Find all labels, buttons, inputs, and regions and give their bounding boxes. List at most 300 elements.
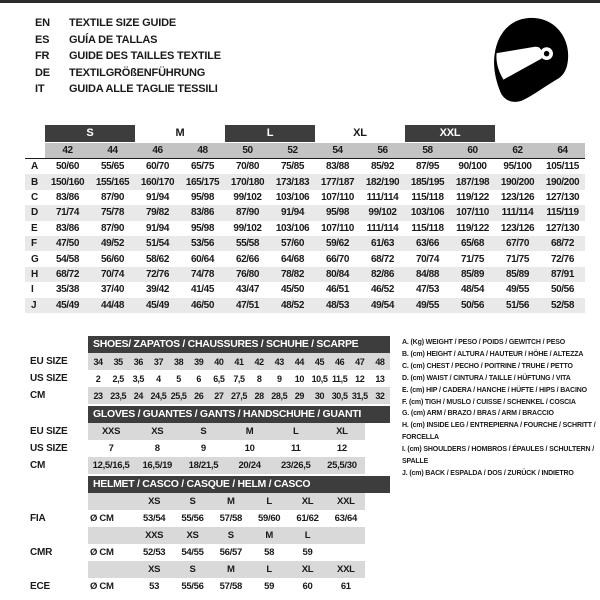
textile-cell: 49/54 [370, 299, 395, 311]
cell: 44 [294, 356, 304, 367]
textile-cell: 190/200 [545, 176, 580, 188]
row-letter: C [31, 191, 38, 203]
textile-cell: 49/55 [415, 299, 440, 311]
shoes-row [25, 370, 390, 387]
numeric-size: 60 [467, 145, 478, 156]
textile-cell: 155/165 [95, 176, 130, 188]
legend-item: I. (cm) SHOULDERS / HOMBROS / ÉPAULES / SCHULTERN / SPALLE [402, 446, 594, 466]
gloves-table-title: GLOVES / GUANTES / GANTS / HANDSCHUHE / GUANTI [88, 406, 390, 423]
textile-cell: 41/45 [190, 284, 215, 296]
helmet-size-row [25, 561, 365, 578]
numeric-size: 42 [62, 145, 73, 156]
helmet-value-cell: 59 [264, 581, 275, 592]
helmet-value-cell: 61 [340, 581, 351, 592]
textile-row-F [25, 236, 585, 251]
helmet-value-cell: 55/56 [181, 513, 204, 524]
numeric-size: 46 [152, 145, 163, 156]
textile-cell: 83/88 [325, 161, 350, 173]
textile-cell: 72/76 [145, 268, 170, 280]
helmet-size-cell: XS [186, 530, 199, 541]
textile-cell: 39/42 [145, 284, 170, 296]
cell: M [245, 426, 254, 437]
gloves-row [25, 423, 365, 440]
cell: 23,5 [110, 390, 127, 401]
textile-cell: 111/114 [501, 207, 534, 219]
textile-cell: 57/60 [280, 238, 305, 250]
cell: 46 [335, 356, 345, 367]
textile-cell: 55/58 [235, 238, 260, 250]
cell: 9 [276, 373, 282, 384]
helmet-value-row-ECE [25, 578, 365, 595]
textile-cell: 87/90 [235, 207, 260, 219]
textile-row-D [25, 205, 585, 220]
helmet-table-header [25, 476, 390, 493]
row-label: CMR [30, 547, 53, 558]
cell: 3,5 [132, 373, 144, 384]
textile-cell: 60/64 [190, 253, 215, 265]
cell: 35 [113, 356, 123, 367]
cell: XL [336, 426, 348, 437]
textile-cell: 48/54 [460, 284, 485, 296]
cell: 2 [95, 373, 101, 384]
textile-cell: 49/52 [100, 238, 125, 250]
textile-cell: 75/85 [280, 161, 305, 173]
cell: 28 [254, 390, 264, 401]
textile-cell: 115/118 [411, 222, 444, 234]
language-code: EN [35, 17, 50, 29]
language-list [35, 15, 221, 98]
row-label: FIA [30, 513, 46, 524]
textile-cell: 47/51 [235, 299, 260, 311]
helmet-value-cell: 61/62 [296, 513, 319, 524]
textile-cell: 49/55 [505, 284, 530, 296]
helmet-value-cell: 55/56 [181, 581, 204, 592]
shoes-table-title: SHOES/ ZAPATOS / CHAUSSURES / SCHUHE / SCARPE [88, 336, 390, 353]
shoes-row [25, 353, 390, 370]
textile-cell: 45/50 [280, 284, 305, 296]
language-title: GUIDE DES TAILLES TEXTILE [69, 50, 221, 62]
helmet-value-cell: 60 [302, 581, 313, 592]
legend-item: D. (cm) WAIST / CINTURA / TAILLE / HÜFTUNG / VITA [402, 374, 571, 382]
textile-cell: 91/94 [145, 191, 170, 203]
cell: 8 [154, 443, 160, 454]
size-group-M: M [175, 127, 185, 139]
row-letter: G [31, 253, 39, 265]
row-label: ECE [30, 581, 50, 592]
row-letter: E [31, 222, 38, 234]
textile-cell: 50/60 [55, 161, 80, 173]
shoes-table [25, 336, 390, 404]
textile-cell: 53/56 [190, 238, 215, 250]
textile-cell: 71/74 [55, 207, 80, 219]
cell: 32 [375, 390, 385, 401]
row-label: US SIZE [30, 443, 68, 454]
helmet-rows [25, 493, 390, 595]
cell: 27,5 [231, 390, 247, 401]
textile-cell: 115/118 [411, 191, 444, 203]
textile-cell: 99/102 [368, 207, 397, 219]
helmet-value-row-CMR [25, 544, 365, 561]
textile-cell: 107/110 [321, 222, 354, 234]
helmet-size-cell: XXL [337, 564, 355, 575]
size-group-blank [25, 125, 45, 142]
textile-cell: 46/51 [325, 284, 350, 296]
size-group-S: S [45, 125, 135, 142]
legend-item: F. (cm) TIGH / MUSLO / CUISSE / SCHENKEL / COSCIA [402, 398, 576, 406]
textile-cell: 91/94 [145, 222, 170, 234]
textile-size-table [25, 125, 585, 313]
racing-helmet-icon [478, 11, 576, 109]
row-label: EU SIZE [30, 356, 68, 367]
cell: 42 [254, 356, 264, 367]
helmet-value-cell: 57/58 [219, 581, 242, 592]
textile-row-E [25, 221, 585, 236]
textile-cell: 99/102 [233, 191, 262, 203]
cell: 27 [214, 390, 224, 401]
numeric-size: 44 [107, 145, 118, 156]
cell: 18/21,5 [188, 460, 219, 471]
textile-cell: 95/98 [190, 191, 215, 203]
cell: 10 [244, 443, 255, 454]
helmet-size-row [25, 527, 365, 544]
legend-item: B. (cm) HEIGHT / ALTURA / HAUTEUR / HÖHE / ALTEZZA [402, 350, 584, 358]
helmet-value-cell: 54/55 [181, 547, 204, 558]
textile-cell: 87/90 [100, 222, 125, 234]
language-title: GUIDA ALLE TAGLIE TESSILI [69, 83, 218, 95]
cell: 25,5/30 [327, 460, 357, 471]
shoes-rows [25, 353, 390, 404]
language-row [35, 81, 221, 98]
language-row [35, 48, 221, 65]
helmet-size-cell: XXL [337, 496, 355, 507]
textile-cell: 78/82 [280, 268, 305, 280]
cell: 12 [336, 443, 347, 454]
helmet-size-row [25, 493, 365, 510]
textile-cell: 123/126 [500, 222, 535, 234]
textile-cell: 68/72 [370, 253, 395, 265]
textile-cell: 182/190 [365, 176, 400, 188]
helmet-size-cell: S [227, 530, 234, 541]
textile-cell: 58/62 [145, 253, 170, 265]
cell: 47 [355, 356, 365, 367]
size-group-XL: XL [353, 127, 367, 139]
helmet-size-cell: XL [301, 496, 314, 507]
numeric-size: 64 [557, 145, 568, 156]
numeric-size: 58 [422, 145, 433, 156]
language-title: TEXTILE SIZE GUIDE [69, 17, 177, 29]
textile-cell: 83/86 [55, 222, 80, 234]
measurement-legend [402, 337, 600, 480]
legend-item: G. (cm) ARM / BRAZO / BRAS / ARM / BRACCIO [402, 410, 554, 418]
textile-cell: 160/170 [140, 176, 175, 188]
legend-item: H. (cm) INSIDE LEG / ENTREPIERNA / FOURCHE / SCHRITT / FORCELLA [402, 422, 596, 442]
helmet-value-cell: 53/54 [143, 513, 166, 524]
textile-cell: 46/50 [190, 299, 215, 311]
cell: 45 [314, 356, 325, 367]
textile-cell: 173/183 [275, 176, 310, 188]
textile-cell: 123/126 [500, 191, 535, 203]
row-letter: B [31, 176, 38, 188]
textile-cell: 99/102 [233, 222, 262, 234]
textile-cell: 83/86 [190, 207, 215, 219]
row-letter: I [31, 284, 34, 296]
gloves-table-header [25, 406, 390, 423]
shoes-row [25, 387, 390, 404]
textile-row-C [25, 190, 585, 205]
textile-cell: 48/53 [325, 299, 350, 311]
cell: 24 [133, 390, 143, 401]
cell: 12 [355, 373, 365, 384]
cell: 28,5 [271, 390, 288, 401]
textile-cell: 91/94 [280, 207, 305, 219]
cell: 41 [234, 356, 244, 367]
textile-cell: 87/95 [415, 161, 440, 173]
cell: 6 [196, 373, 202, 384]
row-label: CM [30, 390, 46, 401]
unit-cell: Ø CM [90, 547, 114, 558]
textile-cell: 45/49 [55, 299, 80, 311]
cell: 6,5 [213, 373, 225, 384]
cell: 43 [274, 356, 284, 367]
textile-cell: 103/106 [275, 222, 310, 234]
textile-cell: 51/56 [505, 299, 530, 311]
textile-cell: 103/106 [410, 207, 445, 219]
textile-cell: 107/110 [456, 207, 489, 219]
textile-cell: 83/86 [55, 191, 80, 203]
textile-cell: 90/100 [458, 161, 487, 173]
textile-cell: 70/74 [415, 253, 440, 265]
textile-cell: 43/47 [235, 284, 260, 296]
textile-row-J [25, 298, 585, 313]
cell: S [200, 426, 207, 437]
helmet-size-cell: XL [301, 564, 314, 575]
cell: 7 [108, 443, 114, 454]
helmet-size-cell: L [266, 564, 272, 575]
helmet-value-cell: 56/57 [219, 547, 242, 558]
cell: 34 [93, 356, 103, 367]
textile-cell: 65/75 [190, 161, 215, 173]
helmet-size-cell: S [189, 496, 196, 507]
textile-cell: 61/63 [370, 238, 395, 250]
helmet-size-cell: L [304, 530, 311, 541]
cell: 23 [93, 390, 103, 401]
legend-item: A. (Kg) WEIGHT / PESO / POIDS / GEWITCH / PESO [402, 339, 566, 346]
helmet-size-cell: XS [148, 496, 161, 507]
language-title: TEXTILGRÖßENFÜHRUNG [69, 66, 206, 79]
textile-cell: 46/52 [370, 284, 395, 296]
textile-cell: 35/38 [55, 284, 80, 296]
cell: 2,5 [112, 373, 124, 384]
textile-cell: 165/175 [185, 176, 220, 188]
numeric-size: 62 [512, 145, 523, 156]
row-letter: A [31, 161, 38, 173]
cell: 10 [294, 373, 304, 384]
cell: 20/24 [238, 460, 261, 471]
helmet-size-cell: L [266, 496, 272, 507]
helmet-header-spacer [25, 476, 88, 493]
cell: 10,5 [311, 373, 328, 384]
textile-cell: 55/65 [100, 161, 125, 173]
cell: 24,5 [150, 390, 167, 401]
textile-cell: 62/66 [235, 253, 260, 265]
textile-cell: 47/53 [415, 284, 440, 296]
size-group-L: L [225, 125, 315, 142]
textile-cell: 50/56 [550, 284, 575, 296]
textile-cell: 87/91 [550, 268, 575, 280]
cell: 38 [173, 356, 184, 367]
numeric-size: 54 [332, 145, 343, 156]
cell: 29 [294, 390, 304, 401]
row-label: CM [30, 460, 46, 471]
language-code: IT [35, 83, 45, 95]
legend-item: C. (cm) CHEST / PECHO / POITRINE / TRUHE / PETTO [402, 362, 573, 370]
cell: 11 [291, 443, 301, 454]
textile-cell: 111/114 [366, 191, 399, 203]
helmet-table-title: HELMET / CASCO / CASQUE / HELM / CASCO [88, 476, 390, 493]
row-letter: D [31, 207, 38, 219]
helmet-value-cell: 53 [149, 581, 160, 592]
cell: 30 [314, 390, 325, 401]
helmet-size-cell: XXS [145, 530, 164, 541]
gloves-table [25, 406, 390, 474]
helmet-value-cell: 59/60 [258, 513, 281, 524]
size-group-blank [495, 125, 540, 142]
textile-cell: 185/195 [410, 176, 445, 188]
textile-cell: 177/187 [320, 176, 355, 188]
textile-cell: 95/98 [190, 222, 215, 234]
cell: XS [151, 426, 164, 437]
cell: 48 [375, 356, 385, 367]
cell: 11,5 [331, 373, 348, 384]
cell: L [292, 426, 299, 437]
unit-cell: Ø CM [90, 581, 114, 592]
cell: 4 [156, 373, 161, 384]
row-label: EU SIZE [30, 426, 68, 437]
textile-cell: 71/75 [505, 253, 530, 265]
helmet-size-cell: M [265, 530, 273, 541]
cell: 39 [194, 356, 204, 367]
gloves-header-spacer [25, 406, 88, 423]
gloves-row [25, 457, 365, 474]
cell: 5 [176, 373, 181, 384]
numeric-size: 48 [197, 145, 208, 156]
textile-cell: 56/60 [100, 253, 125, 265]
textile-cell: 47/50 [55, 238, 80, 250]
cell: 30,5 [331, 390, 348, 401]
textile-cell: 103/106 [275, 191, 310, 203]
size-group-row [25, 125, 585, 142]
textile-cell: 68/72 [55, 268, 80, 280]
textile-cell: 95/100 [503, 161, 532, 173]
unit-cell: Ø CM [90, 513, 114, 524]
cell: 12,5/16,5 [92, 460, 130, 471]
textile-cell: 80/84 [325, 268, 350, 280]
shoes-table-header [25, 336, 390, 353]
textile-cell: 187/198 [455, 176, 490, 188]
textile-cell: 45/49 [145, 299, 170, 311]
helmet-table [25, 476, 390, 595]
textile-cell: 119/122 [456, 191, 489, 203]
helmet-value-cell: 59 [302, 547, 313, 558]
textile-cell: 170/180 [230, 176, 265, 188]
textile-cell: 50/56 [460, 299, 485, 311]
textile-row-H [25, 267, 585, 282]
cell: 31,5 [351, 390, 368, 401]
textile-cell: 87/90 [100, 191, 125, 203]
numeric-size: 56 [377, 145, 388, 156]
textile-cell: 107/110 [321, 191, 354, 203]
textile-cell: 52/58 [550, 299, 575, 311]
cell: 13 [375, 373, 385, 384]
textile-cell: 127/130 [545, 222, 580, 234]
textile-cell: 60/70 [145, 161, 170, 173]
textile-cell: 76/80 [235, 268, 260, 280]
helmet-value-cell: 57/58 [219, 513, 242, 524]
textile-cell: 65/68 [460, 238, 485, 250]
textile-cell: 105/115 [546, 161, 579, 173]
size-group-XXL: XXL [405, 125, 495, 142]
textile-cell: 67/70 [505, 238, 530, 250]
legend-item: J. (cm) BACK / ESPALDA / DOS / ZURÜCK / INDIETRO [402, 469, 574, 477]
language-row [35, 65, 221, 82]
textile-cell: 79/82 [145, 207, 170, 219]
row-label: US SIZE [30, 373, 68, 384]
textile-cell: 82/86 [370, 268, 395, 280]
textile-cell: 44/48 [100, 299, 125, 311]
textile-row-B [25, 174, 585, 189]
textile-cell: 111/114 [366, 222, 399, 234]
cell: 9 [200, 443, 206, 454]
textile-cell: 72/76 [550, 253, 575, 265]
helmet-size-cell: XS [148, 564, 161, 575]
helmet-value-row-FIA [25, 510, 365, 527]
textile-cell: 85/89 [505, 268, 530, 280]
textile-cell: 84/88 [415, 268, 440, 280]
textile-cell: 48/52 [280, 299, 305, 311]
textile-cell: 85/89 [460, 268, 485, 280]
textile-cell: 70/74 [100, 268, 125, 280]
textile-cell: 68/72 [550, 238, 575, 250]
textile-cell: 54/58 [55, 253, 80, 265]
cell: 25,5 [170, 390, 187, 401]
numeric-size-row [25, 143, 585, 159]
language-code: DE [35, 66, 50, 79]
textile-cell: 66/70 [325, 253, 350, 265]
textile-row-A [25, 159, 585, 174]
textile-cell: 85/92 [370, 161, 395, 173]
textile-cell: 119/122 [456, 222, 489, 234]
cell: 26 [194, 390, 204, 401]
helmet-value-cell: 63/64 [334, 513, 357, 524]
textile-cell: 51/54 [145, 238, 170, 250]
textile-cell: 127/130 [545, 191, 580, 203]
textile-cell: 37/40 [100, 284, 125, 296]
cell: 8 [256, 373, 262, 384]
cell: 36 [133, 356, 143, 367]
textile-row-I [25, 282, 585, 297]
gloves-row [25, 440, 365, 457]
textile-cell: 63/66 [415, 238, 440, 250]
row-letter: F [31, 238, 37, 250]
numeric-size: 52 [287, 145, 298, 156]
helmet-size-cell: M [227, 496, 235, 507]
helmet-size-cell: M [227, 564, 235, 575]
shoes-header-spacer [25, 336, 88, 353]
textile-cell: 150/160 [50, 176, 85, 188]
textile-cell: 95/98 [325, 207, 350, 219]
textile-cell: 115/119 [546, 207, 579, 219]
textile-cell: 190/200 [500, 176, 535, 188]
